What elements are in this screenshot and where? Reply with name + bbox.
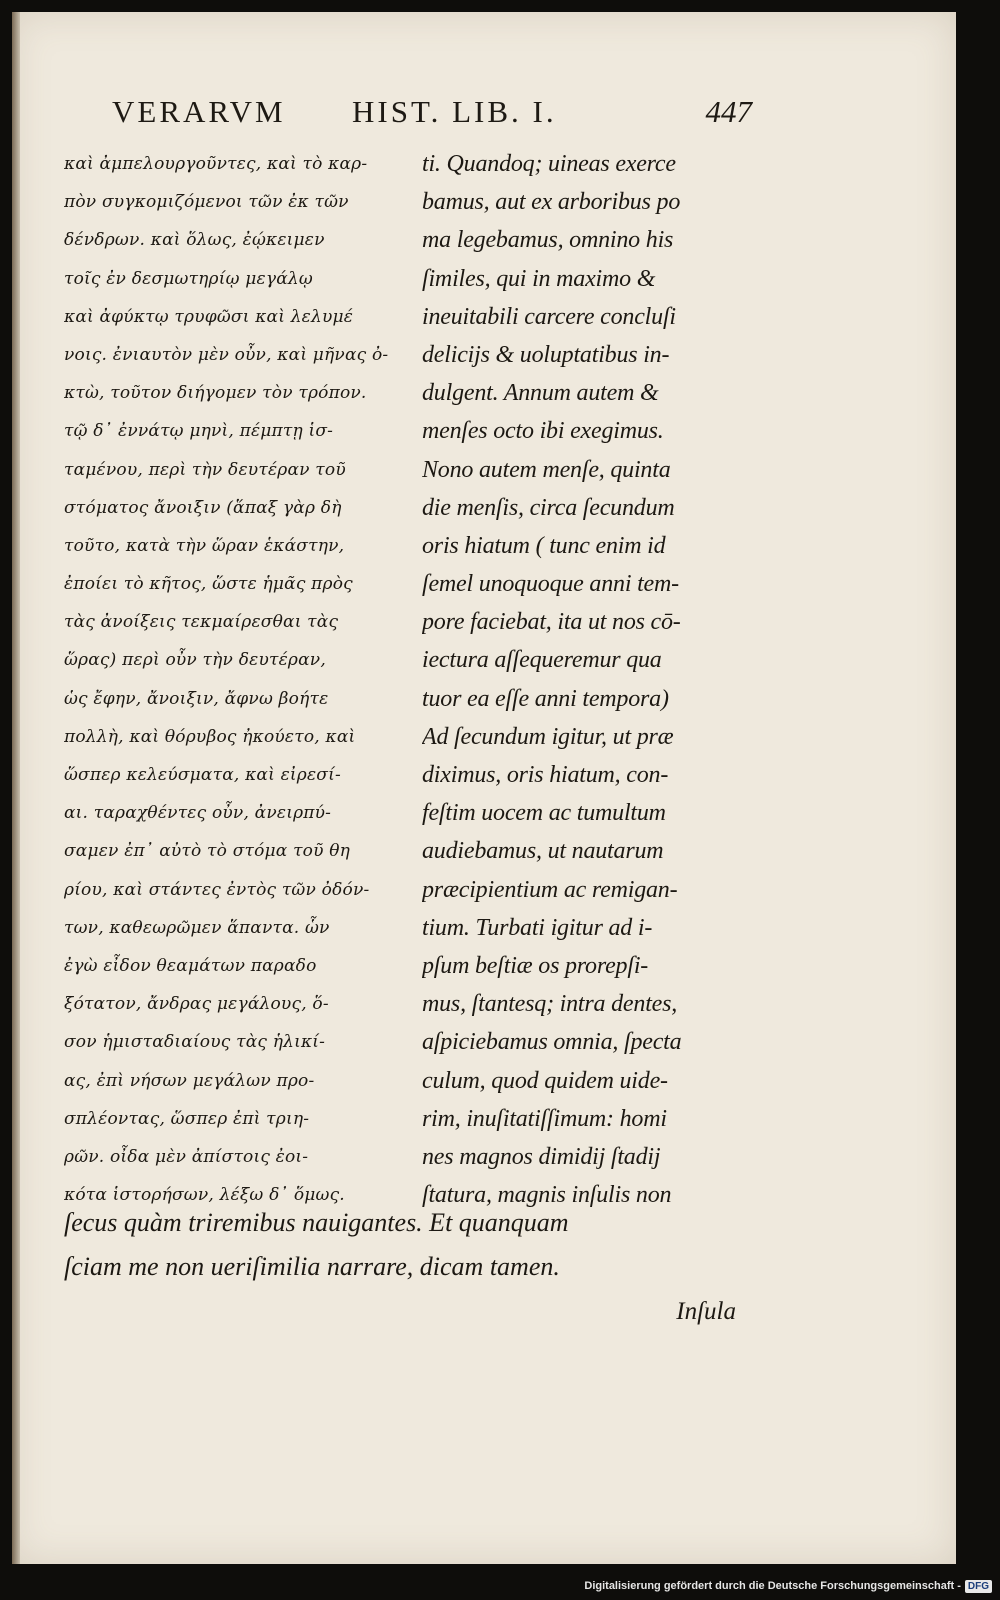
latin-text-line: delicijs & uoluptatibus in-: [422, 341, 670, 368]
latin-text-line: dulgent. Annum autem &: [422, 380, 659, 407]
latin-text-line: ineuitabili carcere concluſi: [422, 303, 676, 330]
latin-text-line: die menſis, circa ſecundum: [422, 494, 675, 521]
greek-text-line: τῷ δ᾽ ἐννάτῳ μηνὶ, πέμπτῃ ἱσ-: [64, 421, 334, 442]
greek-text-line: ὥσπερ κελεύσματα, καὶ εἰρεσί-: [64, 765, 341, 785]
page-binding-edge: [12, 12, 20, 1564]
header-book: HIST. LIB. I.: [352, 94, 557, 129]
greek-text-line: δένδρων. καὶ ὅλως, ἐῴκειμεν: [64, 230, 325, 251]
latin-text-line: tium. Turbati igitur ad i-: [422, 914, 653, 941]
greek-text-line: σπλέοντας, ὥσπερ ἐπὶ τριη-: [64, 1108, 310, 1129]
greek-text-line: ἐγὼ εἶδον θεαμάτων παραδο: [64, 955, 317, 976]
latin-text-line: præcipientium ac remigan-: [422, 876, 678, 903]
header-title: VERARVM: [112, 94, 286, 129]
greek-text-line: των, καθεωρῶμεν ἅπαντα. ὧν: [64, 917, 330, 938]
greek-text-line: ἐποίει τὸ κῆτος, ὥστε ἡμᾶς πρὸς: [64, 574, 353, 595]
greek-text-line: ρίου, καὶ στάντες ἐντὸς τῶν ὀδόν-: [64, 879, 370, 900]
latin-text-line: diximus, oris hiatum, con-: [422, 762, 669, 788]
greek-column: [64, 145, 394, 1214]
catchword: Inſula: [676, 1298, 736, 1325]
greek-text-line: ρῶν. οἶδα μὲν ἀπίστοις ἐοι-: [64, 1146, 309, 1167]
greek-text-line: ξότατον, ἄνδρας μεγάλους, ὅ-: [64, 994, 329, 1015]
greek-text-line: πολλὴ, καὶ θόρυβος ἠκούετο, καὶ: [64, 726, 356, 747]
greek-text-line: σον ἡμισταδιαίους τὰς ἡλικί-: [64, 1032, 326, 1053]
page-number: 447: [705, 94, 752, 129]
greek-text-line: κότα ἱστορήσων, λέξω δ᾽ ὅμως.: [64, 1185, 345, 1206]
latin-text-line: mus, ſtantesq; intra dentes,: [422, 991, 678, 1018]
latin-text-line: audiebamus, ut nautarum: [422, 838, 664, 865]
greek-text-line: στόματος ἄνοιξιν (ἅπαξ γὰρ δὴ: [64, 497, 342, 518]
latin-text-line: culum, quod quidem uide-: [422, 1067, 668, 1094]
latin-column: [422, 145, 750, 1214]
greek-text-line: ὥρας) περὶ οὖν τὴν δευτέραν,: [64, 650, 326, 671]
latin-text-line: nes magnos dimidij ſtadij: [422, 1143, 661, 1170]
latin-text-line: feſtim uocem ac tumultum: [422, 800, 666, 827]
latin-text-line: bamus, aut ex arboribus po: [422, 189, 681, 216]
latin-text-line: ſciam me non ueriſimilia narrare, dicam tamen.: [64, 1252, 560, 1281]
greek-text-line: πὸν συγκομιζόμενοι τῶν ἐκ τῶν: [64, 192, 349, 213]
greek-text-line: καὶ ἀμπελουργοῦντες, καὶ τὸ καρ-: [64, 154, 368, 174]
latin-text-line: ma legebamus, omnino his: [422, 227, 674, 254]
full-width-text: [64, 1201, 754, 1289]
greek-text-line: τοῦτο, κατὰ τὴν ὥραν ἑκάστην,: [64, 535, 345, 556]
book-page: [12, 12, 956, 1564]
greek-text-line: αι. ταραχθέντες οὖν, ἀνειρπύ-: [64, 803, 332, 824]
latin-text-line: ſemel unoquoque anni tem-: [422, 571, 679, 598]
latin-text-line: tuor ea eſſe anni tempora): [422, 685, 669, 712]
greek-text-line: ταμένου, περὶ τὴν δευτέραν τοῦ: [64, 459, 346, 480]
greek-text-line: κτὼ, τοῦτον διήγομεν τὸν τρόπον.: [64, 383, 367, 404]
dfg-logo: DFG: [965, 1580, 992, 1593]
latin-text-line: iectura aſſequeremur qua: [422, 647, 662, 674]
greek-text-line: ας, ἐπὶ νήσων μεγάλων προ-: [64, 1070, 315, 1091]
greek-text-line: καὶ ἀφύκτῳ τρυφῶσι καὶ λελυμέ: [64, 306, 354, 327]
latin-text-line: ſtatura, magnis inſulis non: [422, 1182, 672, 1209]
greek-text-line: τὰς ἀνοίξεις τεκμαίρεσθαι τὰς: [64, 612, 339, 633]
latin-text-line: oris hiatum ( tunc enim id: [422, 532, 666, 559]
latin-text-line: rim, inuſitatiſſimum: homi: [422, 1105, 667, 1132]
running-header: [112, 94, 752, 134]
latin-text-line: pſum beſtiæ os prorepſi-: [422, 952, 649, 979]
latin-text-line: Ad ſecundum igitur, ut præ: [422, 723, 674, 750]
latin-text-line: Nono autem menſe, quinta: [422, 456, 671, 483]
latin-text-line: aſpiciebamus omnia, ſpecta: [422, 1029, 682, 1056]
greek-text-line: τοῖς ἐν δεσμωτηρίῳ μεγάλῳ: [64, 268, 313, 289]
latin-text-line: pore faciebat, ita ut nos cō-: [422, 609, 681, 636]
footer-credit: Digitalisierung gefördert durch die Deutsche Forschungsgemeinschaft -: [584, 1580, 961, 1592]
latin-text-line: ti. Quandoq; uineas exerce: [422, 151, 676, 177]
latin-text-line: ſimiles, qui in maximo &: [422, 265, 656, 292]
latin-text-line: ſecus quàm triremibus nauigantes. Et quanquam: [64, 1208, 569, 1237]
digitization-footer: [584, 1576, 992, 1596]
latin-text-line: menſes octo ibi exegimus.: [422, 418, 664, 445]
greek-text-line: νοις. ἐνιαυτὸν μὲν οὖν, καὶ μῆνας ὀ-: [64, 344, 389, 365]
greek-text-line: ὡς ἔφην, ἄνοιξιν, ἄφνω βοήτε: [64, 688, 329, 709]
greek-text-line: σαμεν ἐπ᾽ αὐτὸ τὸ στόμα τοῦ θη: [64, 841, 351, 862]
